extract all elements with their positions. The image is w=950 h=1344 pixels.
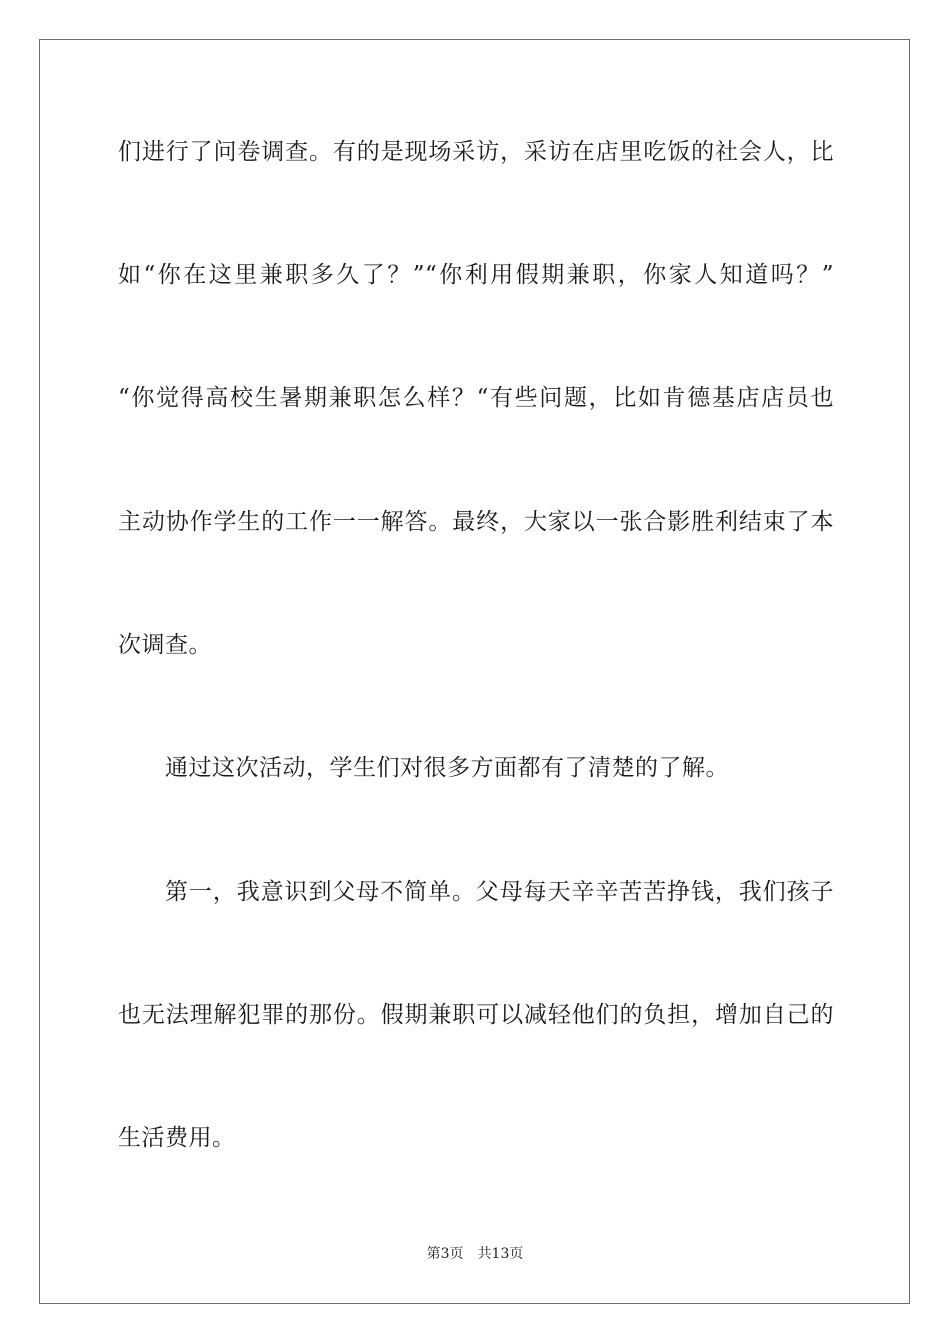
paragraph-3-line-1: 第一，我意识到父母不简单。父母每天辛辛苦苦挣钱，我们孩子 [165,879,834,905]
page-number: 第3页 [426,1246,464,1262]
text-line-5: 次调查。 [118,632,212,658]
page-border [39,39,910,1304]
text-line-2: 如“你在这里兼职多久了？”“你利用假期兼职，你家人知道吗？” [118,262,834,288]
text-line-4: 主动协作学生的工作一一解答。最终，大家以一张合影胜利结束了本 [118,509,834,535]
paragraph-2-line-1: 通过这次活动，学生们对很多方面都有了清楚的了解。 [165,755,729,781]
page-footer [0,1244,950,1264]
paragraph-3-line-2: 也无法理解犯罪的那份。假期兼职可以减轻他们的负担，增加自己的 [118,1002,834,1028]
page-total: 共13页 [477,1246,524,1262]
text-line-3: “你觉得高校生暑期兼职怎么样？“有些问题，比如肯德基店店员也 [118,385,834,411]
text-line-1: 们进行了问卷调查。有的是现场采访，采访在店里吃饭的社会人，比 [118,139,834,165]
paragraph-3-line-3: 生活费用。 [118,1125,236,1151]
